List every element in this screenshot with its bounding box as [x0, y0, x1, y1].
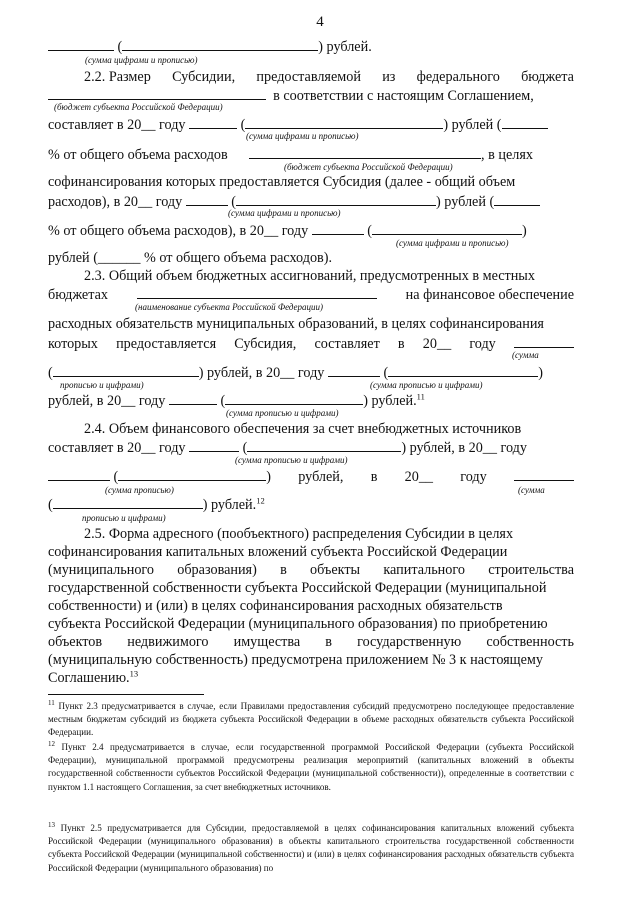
section-2-5-line-5: собственности) и (или) в целях софинансирования расходных обязательств	[48, 598, 503, 614]
section-2-2-line-8: рублей (______ % от общего объема расходов).	[48, 250, 333, 266]
footnote-13: $^{13}$ Пункт 2.5 предусматривается для Субсидии, предоставляемой в целях софинансирования капитальных вложений субъекта Российской Федерации (муниципального образования) в объекты капитального строительства государственной собственности субъекта Российской Федерации (муниципальной собственности) и (или) в целях софинансирования расходных обязательств субъекта Российской Федерации (муниципального образования) по	[48, 820, 574, 873]
section-2-2-line-6: расходов), в 20__ году ( ) рублей (	[48, 192, 574, 211]
hint-amount-cut: (сумма	[518, 485, 545, 495]
section-2-4-line-4: ( ) рублей.$^{12}$	[48, 495, 265, 513]
section-2-2-line-3: составляет в 20__ году ( ) рублей (	[48, 115, 574, 134]
footnote-12: $^{12}$ Пункт 2.4 предусматривается в случае, если государственной программой Российской Федерации (субъекта Российской Федерации), муниципальной программой предусмотрены реализация мероприятий (капитальных вложений в объекты государственной собственности субъектов Российской Федерации (муниципальной собственности)), определенные в соответствии с пунктом 1.1 настоящего Соглашения, за счет внебюджетных источников.	[48, 739, 574, 792]
section-2-3-line-5: ( ) рублей, в 20__ году ( )	[48, 365, 543, 381]
section-2-2-line-5: софинансирования которых предоставляется Субсидия (далее - общий объем	[48, 174, 516, 190]
section-2-5-line-2: софинансирования капитальных вложений субъекта Российской Федерации	[48, 544, 508, 560]
hint-amount-cut: (сумма	[512, 350, 539, 360]
hint-amount: (сумма цифрами и прописью)	[228, 208, 341, 218]
hint-subject-budget: (бюджет субъекта Российской Федерации)	[54, 102, 223, 112]
footnote-ref-12: 12	[256, 495, 265, 506]
section-2-4-line-3: ( ) рублей, в 20__ году	[48, 467, 574, 486]
section-2-2-line-4: % от общего объема расходов , в целях	[48, 147, 533, 163]
section-2-5-line-8: (муниципальную собственность) предусмотрена приложением № 3 к настоящему	[48, 652, 543, 668]
section-2-2-heading: 2.2. Размер Субсидии, предоставляемой из федерального бюджета	[84, 69, 574, 85]
hint-amount-words-digits: (сумма прописью и цифрами)	[235, 455, 348, 465]
hint-amount: (сумма цифрами и прописью)	[396, 238, 509, 248]
section-2-5-line-4: государственной собственности субъекта Российской Федерации (муниципальной	[48, 580, 547, 596]
section-2-3-line-4: которых предоставляется Субсидия, составляет в 20__ году	[48, 334, 574, 353]
section-2-4-line-2: составляет в 20__ году ( ) рублей, в 20__ году	[48, 440, 527, 456]
section-2-3-line-3: расходных обязательств муниципальных образований, в целях софинансирования	[48, 316, 544, 332]
section-2-2-line-2: в соответствии с настоящим Соглашением,	[48, 86, 574, 105]
section-2-5-line-3: (муниципального образования) в объекты капитального строительства	[48, 562, 574, 578]
hint-subject-name: (наименование субъекта Российской Федерации)	[135, 302, 324, 312]
hint-amount-words: (сумма прописью)	[105, 485, 174, 495]
hint-subject-budget: (бюджет субъекта Российской Федерации)	[284, 162, 453, 172]
footnote-ref-11: 11	[416, 391, 425, 402]
page-number: 4	[316, 14, 324, 30]
footnote-ref-13: 13	[129, 668, 139, 679]
footnote-separator	[48, 694, 204, 695]
section-2-5-line-1: 2.5. Форма адресного (пообъектного) распределения Субсидии в целях	[84, 526, 514, 542]
footnote-11: $^{11}$ Пункт 2.3 предусматривается в случае, если Правилами предоставления субсидий предусмотрено последующее предоставление местным бюджетам субсидий из бюджета субъекта Российской Федерации в объеме расходных обязательств субъекта Российской Федерации.	[48, 698, 574, 738]
section-2-3-heading: 2.3. Общий объем бюджетных ассигнований, предусмотренных в местных	[84, 268, 535, 284]
hint-amount: (сумма цифрами и прописью)	[246, 131, 359, 141]
hint-words-digits-cont: прописью и цифрами)	[60, 380, 144, 390]
section-2-5-line-7: объектов недвижимого имущества в государственную собственность	[48, 634, 574, 650]
amount-line-1: ( ) рублей.	[48, 37, 574, 56]
hint-amount: (сумма цифрами и прописью)	[85, 55, 198, 65]
section-2-2-line-7: % от общего объема расходов), в 20__ году ( )	[48, 223, 527, 239]
section-2-3-line-2: бюджетах на финансовое обеспечение	[48, 287, 574, 303]
section-2-5-line-9: Соглашению.$^{13}$	[48, 668, 139, 686]
section-2-3-line-6: рублей, в 20__ году ( ) рублей.$^{11}$	[48, 391, 425, 409]
section-2-5-line-6: субъекта Российской Федерации (муниципального образования) по приобретению	[48, 616, 548, 632]
hint-words-digits-cont: прописью и цифрами)	[82, 513, 166, 523]
section-2-4-heading: 2.4. Объем финансового обеспечения за счет внебюджетных источников	[84, 421, 522, 437]
hint-amount-words-digits: (сумма прописью и цифрами)	[226, 408, 339, 418]
hint-amount-words-digits: (сумма прописью и цифрами)	[370, 380, 483, 390]
